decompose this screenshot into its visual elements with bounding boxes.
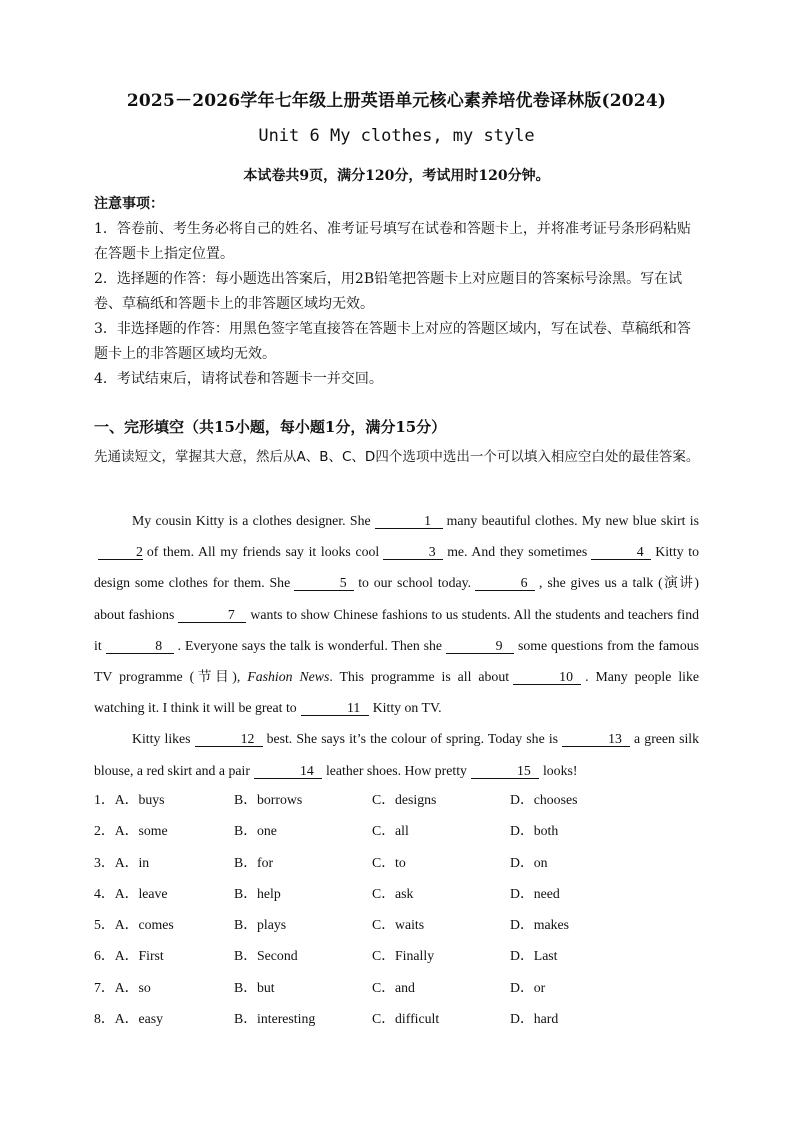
- blank-12: 12: [195, 731, 263, 747]
- option-a: 6．A．First: [94, 948, 164, 964]
- unit-title: Unit 6 My clothes, my style: [258, 126, 535, 146]
- blank-2: 2: [98, 544, 143, 560]
- blank-6: 6: [475, 575, 535, 591]
- blank-9: 9: [446, 638, 514, 654]
- options-list: [94, 784, 714, 1034]
- option-d: D．Last: [510, 948, 558, 964]
- programme-name: Fashion News: [247, 669, 330, 685]
- option-c: C．Finally: [372, 948, 435, 964]
- blank-3: 3: [383, 544, 443, 560]
- option-d: D．on: [510, 854, 548, 870]
- option-row: [94, 972, 714, 1003]
- cloze-passage: [94, 505, 699, 786]
- exam-title: 2025－2026学年七年级上册英语单元核心素养培优卷译林版(2024): [126, 91, 667, 111]
- option-d: D．makes: [510, 917, 570, 933]
- option-a: 7．A．so: [94, 979, 151, 995]
- notice-block: [94, 192, 704, 392]
- section-instruction: 先通读短文，掌握其大意，然后从A、B、C、D四个选项中选出一个可以填入相应空白处的最佳答案。: [94, 449, 700, 465]
- option-b: B．help: [234, 885, 281, 901]
- option-c: C．all: [372, 823, 409, 839]
- option-b: B．one: [234, 823, 277, 839]
- blank-5: 5: [294, 575, 354, 591]
- option-row: [94, 940, 714, 971]
- option-row: [94, 909, 714, 940]
- notice-item: 3．非选择题的作答：用黑色签字笔直接答在答题卡上对应的答题区域内，写在试卷、草稿纸和答题卡上的非答题区域均无效。: [94, 321, 691, 362]
- notice-item: 1．答卷前、考生务必将自己的姓名、准考证号填写在试卷和答题卡上，并将准考证号条形码粘贴在答题卡上指定位置。: [94, 221, 691, 262]
- passage-paragraph-2: Kitty likes 12 best. She says it’s the colour of spring. Today she is 13 a green silk blouse, a red skirt and a pair 14 leather shoes. How pretty 15 looks!: [94, 731, 700, 778]
- option-a: 5．A．comes: [94, 917, 174, 933]
- option-d: D．or: [510, 979, 546, 995]
- option-row: [94, 784, 714, 815]
- passage-paragraph-1: My cousin Kitty is a clothes designer. She 1 many beautiful clothes. My new blue skirt is 2 of them. All my friends say it looks cool 3 me. And they sometimes 4 Kitty to design some clothes for them. She 5 to our school today. 6 , she gives us a talk (演讲) about fashions 7 wants to show Chinese fashions to us students. All the students and teachers find it 8 . Everyone says the talk is wonderful. Then she 9 some questions from the famous TV programme (节目), Fashion News. This programme is all about 10 . Many people like watching it. I think it will be great to 11 Kitty on TV.: [94, 513, 700, 716]
- blank-11: 11: [301, 700, 369, 716]
- option-b: B．interesting: [234, 1011, 316, 1027]
- blank-4: 4: [591, 544, 651, 560]
- option-b: B．for: [234, 854, 274, 870]
- option-c: C．waits: [372, 917, 425, 933]
- notice-item: 4．考试结束后，请将试卷和答题卡一并交回。: [94, 371, 383, 387]
- option-b: B．but: [234, 979, 275, 995]
- option-d: D．need: [510, 885, 560, 901]
- option-d: D．chooses: [510, 792, 578, 807]
- option-c: C．difficult: [372, 1011, 440, 1027]
- option-row: [94, 1003, 714, 1034]
- option-c: C．designs: [372, 792, 437, 807]
- option-a: 1．A．buys: [94, 792, 165, 807]
- blank-10: 10: [513, 669, 581, 685]
- notice-item: 2．选择题的作答：每小题选出答案后，用2B铅笔把答题卡上对应题目的答案标号涂黑。写在试卷、草稿纸和答题卡上的非答题区域均无效。: [94, 271, 683, 312]
- option-d: D．hard: [510, 1011, 559, 1027]
- option-a: 8．A．easy: [94, 1011, 163, 1027]
- blank-7: 7: [178, 607, 246, 623]
- exam-info: 本试卷共9页，满分120分，考试用时120分钟。: [243, 168, 550, 184]
- blank-14: 14: [254, 763, 322, 779]
- option-row: [94, 815, 714, 846]
- option-b: B．plays: [234, 917, 287, 933]
- blank-1: 1: [375, 513, 443, 529]
- option-row: [94, 847, 714, 878]
- option-a: 2．A．some: [94, 823, 168, 839]
- notice-heading: 注意事项：: [94, 196, 164, 212]
- option-c: C．to: [372, 854, 406, 870]
- blank-8: 8: [106, 638, 174, 654]
- option-c: C．and: [372, 979, 415, 995]
- option-a: 3．A．in: [94, 854, 150, 870]
- section-heading: 一、完形填空（共15小题，每小题1分，满分15分）: [94, 418, 447, 436]
- option-b: B．Second: [234, 948, 298, 964]
- option-a: 4．A．leave: [94, 885, 168, 901]
- blank-15: 15: [471, 763, 539, 779]
- option-d: D．both: [510, 823, 559, 839]
- option-c: C．ask: [372, 885, 414, 901]
- blank-13: 13: [562, 731, 630, 747]
- option-b: B．borrows: [234, 792, 303, 807]
- option-row: [94, 878, 714, 909]
